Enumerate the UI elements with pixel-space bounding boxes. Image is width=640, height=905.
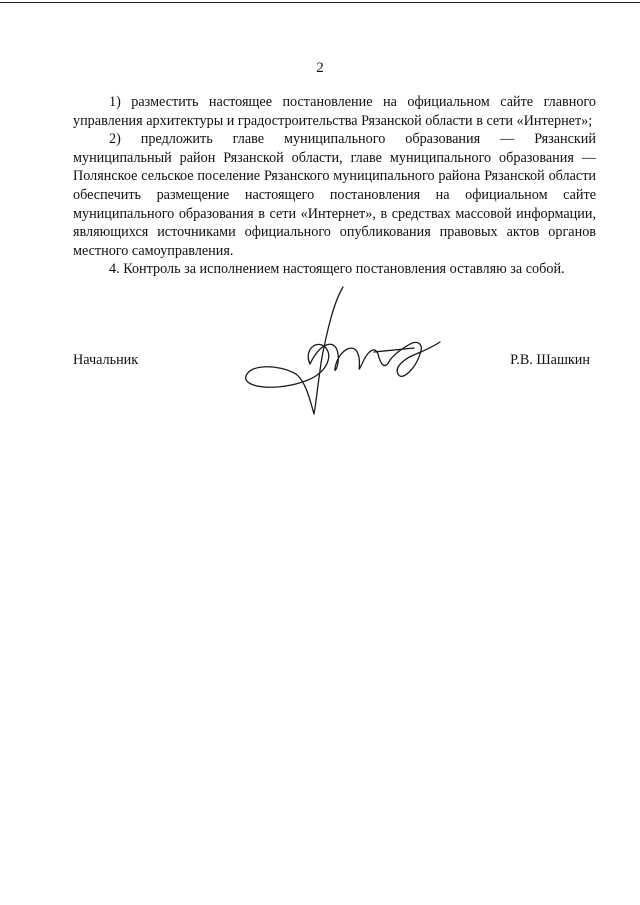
signer-name: Р.В. Шашкин [510,352,590,368]
handwritten-signature [238,282,448,422]
signature-stroke-main [246,287,343,414]
page-number: 2 [316,60,324,76]
signer-position: Начальник [73,352,139,368]
signature-stroke-bar [374,348,414,352]
document-body [73,93,596,279]
paragraph-item-2: 2) предложить главе муниципального образования — Рязанский муниципальный район Рязанской области, главе муниципального образования — Полянское сельское поселение Рязанского муниципального района Рязанской области обеспечить размещение настоящего постановления на официальном сайте муниципального образования в сети «Интернет», в средствах массовой информации, являющихся источниками официального опубликования правовых актов органов местного самоуправления. [73,131,596,259]
scan-edge-line [0,2,640,3]
paragraph-control-clause: 4. Контроль за исполнением настоящего постановления оставляю за собой. [109,261,565,278]
signature-stroke-tail [390,342,440,376]
paragraph-item-1: 1) разместить настоящее постановление на официальном сайте главного управления архитектуры и градостроительства Рязанской области в сети «Интернет»; [73,94,596,129]
